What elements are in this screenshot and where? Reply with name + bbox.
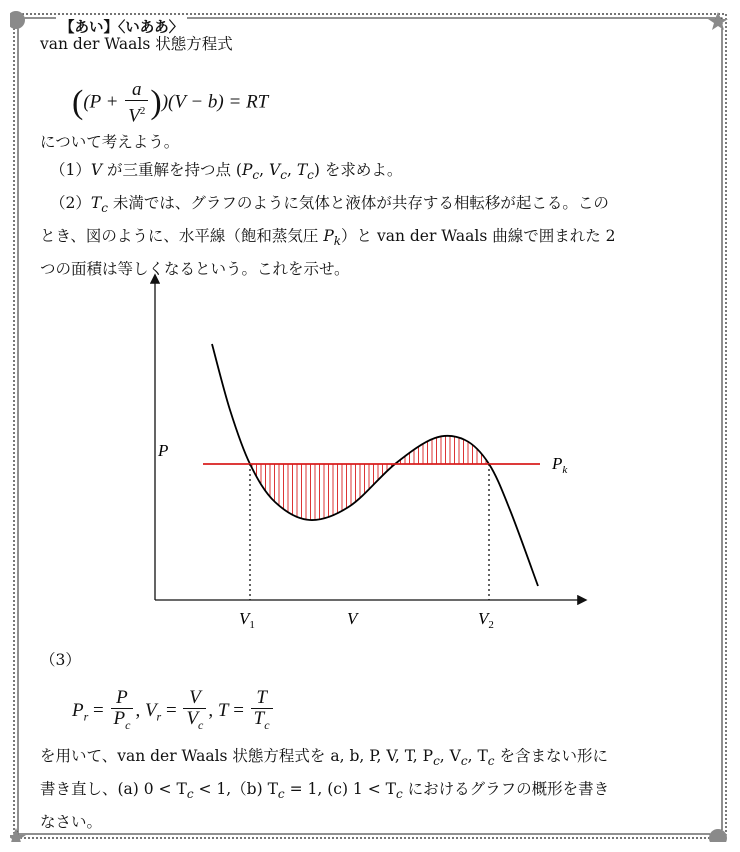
pk-label: $P_k$: [552, 454, 568, 476]
equal-area-hatching: [252, 436, 486, 520]
question-2-line3: つの面積は等しくなるという。これを示せ。: [40, 260, 350, 279]
consider-text: について考えよう。: [40, 133, 180, 151]
question-3-line2: 書き直し、(a) $0 < T_c < 1,(b)$ $T_c = 1$, (c) $1 < T_c$ におけるグラフの概形を書き: [40, 780, 610, 802]
vdw-equation: ((P + $\frac{a}{V^2}$ ))(V − b) = RT: [72, 79, 269, 127]
question-3-label: （3）: [40, 651, 81, 669]
question-2: $(2)T_c$ 未満では、グラフのように気体と液体が共存する相転移が起こる。この: [50, 194, 609, 216]
y-axis-label: P: [158, 441, 169, 460]
question-3-line3: なさい。: [40, 813, 103, 832]
intro-text: van der Waals 状態方程式: [40, 35, 233, 53]
reduced-variables-equation: $P_r$ = $\frac{P}{P_c}$ , $V_r$ = $\frac{V}{V_c}$ , T = $\frac{T}{T_c}$: [72, 688, 275, 735]
problem-body: [40, 30, 700, 58]
v-axis-label: V: [347, 609, 358, 628]
problem-title: 【あい】〈いああ〉: [56, 16, 187, 37]
question-1: （1）V が三重解を持つ点 ($P_c$, $V_c$, $T_c$) を求めよ。: [50, 161, 403, 183]
question-3-line1: を用いて、van der Waals 状態方程式を a, b, P, V, T, $P_c$, $V_c$, $T_c$ を含まない形に: [40, 747, 608, 769]
a-over-v2: $\frac{a}{V^2}$: [125, 80, 148, 126]
vdw-isotherm-graph: [140, 270, 600, 640]
v1-label: $V_1$: [239, 609, 255, 631]
corner-circle-icon: [709, 829, 727, 842]
question-2-line2: とき、図のように、水平線（飽和蒸気圧 $P_k$）と van der Waals 曲線で囲まれた 2: [40, 227, 616, 249]
corner-star-icon: [708, 12, 728, 30]
v2-label: $V_2$: [478, 609, 494, 631]
